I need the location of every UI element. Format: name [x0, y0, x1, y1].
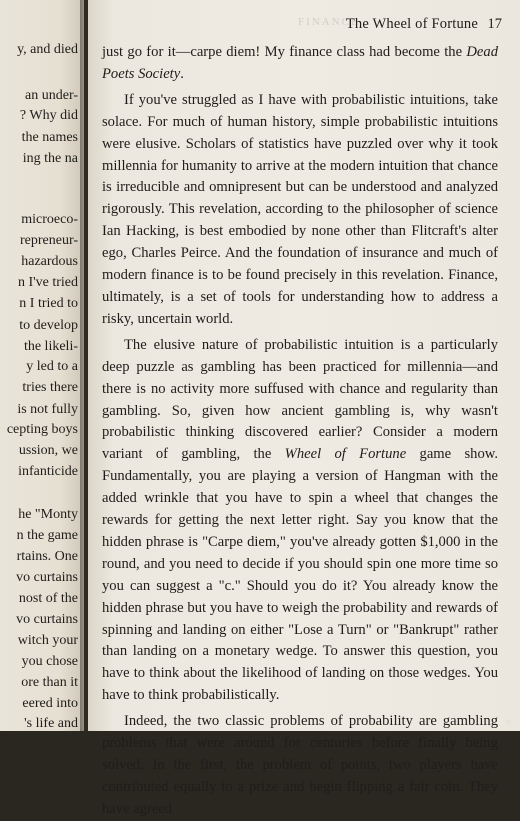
paragraph-1-text: just go for it—carpe diem! My finance class had become the	[102, 44, 467, 60]
left-page-line: ? Why did	[19, 108, 78, 123]
left-page-line: hazardous	[21, 254, 78, 269]
paragraph-1	[102, 42, 498, 86]
left-page-line: ing the na	[22, 151, 78, 166]
chapter-title: The Wheel of Fortune	[345, 16, 478, 32]
left-page-line: vo curtains	[16, 612, 78, 627]
paragraph-3-rest: game show. Fundamentally, you are playing a version of Hangman with the added wrinkle that you have to spin a wheel that changes the rewards for getting the next letter right. Say you know that the hidden phrase is "Carpe diem," you've already gotten $1,000 in the round, and you need to decide if you should spin one more time so you can suggest a "c." Should you do it? You already know the hidden phrase but you have to weigh the probability and rewards of spinning and landing on either "Lose a Turn" or "Bankrupt" rather than landing on a monetary wedge. To answer this question, you have to think about the likelihood of landing on those wedges. You have to think probabilistically.	[102, 446, 498, 704]
left-page-line: you chose	[21, 654, 78, 669]
left-page-line: ussion, we	[18, 443, 78, 458]
left-facing-page	[0, 0, 84, 731]
left-page-line: cepting boys	[6, 422, 78, 437]
running-header	[88, 14, 520, 38]
italic-title-dead-poets-society: Dead Poets Society	[102, 44, 498, 82]
left-page-line: y led to a	[26, 359, 78, 374]
left-page-line: nost of the	[18, 591, 78, 606]
right-page	[88, 0, 520, 817]
left-page-line: 's life and	[24, 716, 78, 731]
left-page-line: the names	[21, 130, 78, 145]
left-page-line: an under-	[25, 88, 78, 103]
left-page-line: eered into	[22, 696, 78, 711]
paragraph-4: Indeed, the two classic problems of probability are gambling problems that were around for centuries before finally being solved. In the first, the problem of points, two players have contributed equally to a prize and begin flipping a fair coin. They have agreed	[102, 713, 498, 817]
left-page-line: is not fully	[17, 402, 78, 417]
left-page-line: n the game	[16, 528, 78, 543]
italic-title-wheel-of-fortune: Wheel of Fortune	[284, 446, 407, 463]
left-page-line: n I've tried	[17, 275, 78, 290]
page-number: 17	[487, 16, 502, 32]
left-page-line: ore than it	[21, 675, 78, 690]
left-page-line: microeco-	[21, 212, 78, 227]
left-page-line: repreneur-	[19, 233, 78, 248]
paragraph-2: If you've struggled as I have with probabilistic intuitions, take solace. For much of human history, simple probabilistic intuitions were elusive. Scholars of statistics have puzzled over why it took millennia for humanity to arrive at the modern intuition that chance is irreducible and omnipresent but can be understood and analyzed rigorously. This revelation, according to the philosopher of science Ian Hacking, is best embodied by none other than Flitcraft's alter ego, Charles Peirce. And the foundation of insurance and much of modern finance is to be found precisely in this revelation. Finance, ultimately, is a set of tools for understanding how to address a risky, uncertain world.	[102, 91, 498, 327]
left-page-line: rtains. One	[16, 549, 78, 564]
left-page-line: vo curtains	[16, 570, 78, 585]
left-page-line: witch your	[17, 633, 78, 648]
show-through-text: FINANCE	[298, 16, 360, 28]
left-page-line: infanticide	[18, 464, 78, 479]
left-page-line: y, and died	[17, 42, 78, 57]
left-page-line: n I tried to	[19, 296, 78, 311]
body-text	[102, 42, 498, 821]
paragraph-3	[102, 335, 498, 707]
left-page-line: to develop	[19, 318, 78, 333]
left-page-line: tries there	[22, 380, 78, 395]
paragraph-1-end: .	[180, 65, 184, 82]
left-page-line: the likeli-	[23, 339, 78, 354]
left-page-line: he "Monty	[18, 507, 78, 522]
paragraph-3-text: The elusive nature of probabilistic intuition is a particularly deep puzzle as gambling has been practiced for millennia—and there is no activity more suffused with chance and regularity than gambling. So, given how ancient gambling is, why wasn't probabilistic thinking discovered earlier? Consider a modern variant of gambling, the	[102, 336, 498, 463]
watermark-stamp: ◌	[505, 717, 512, 727]
